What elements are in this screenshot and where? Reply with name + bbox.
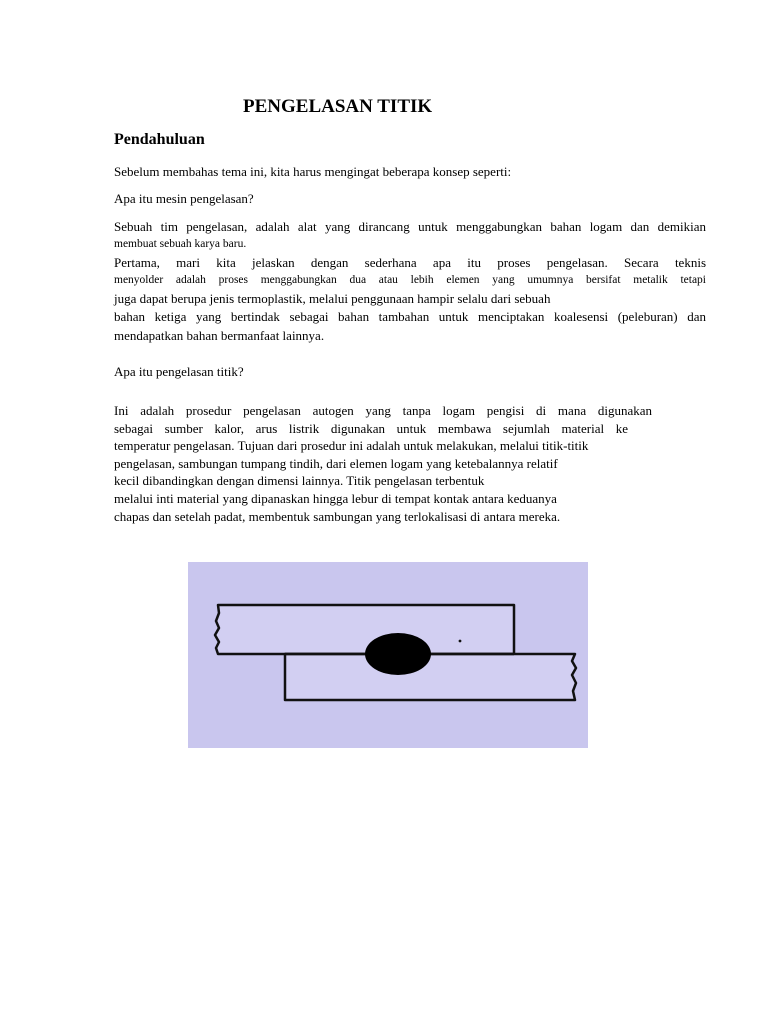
weld-nugget bbox=[365, 633, 431, 675]
top-sheet bbox=[215, 605, 514, 654]
page-title: PENGELASAN TITIK bbox=[243, 96, 433, 117]
bottom-sheet bbox=[285, 654, 576, 700]
surface-mark bbox=[459, 640, 462, 643]
paragraph-line: menyolder adalah proses menggabungkan dua atau lebih elemen yang umumnya bersifat metalik tetapi bbox=[114, 274, 706, 286]
paragraph-line: chapas dan setelah padat, membentuk sambungan yang terlokalisasi di antara mereka. bbox=[114, 509, 561, 524]
paragraph-line: temperatur pengelasan. Tujuan dari prosedur ini adalah untuk melakukan, melalui titik-titik bbox=[114, 438, 589, 453]
paragraph-line: bahan ketiga yang bertindak sebagai bahan tambahan untuk menciptakan koalesensi (peleburan) dan bbox=[114, 309, 706, 324]
spot-weld-diagram bbox=[188, 562, 588, 748]
paragraph-line: juga dapat berupa jenis termoplastik, melalui penggunaan hampir selalu dari sebuah bbox=[114, 291, 551, 306]
paragraph-line: Pertama, mari kita jelaskan dengan sederhana apa itu proses pengelasan. Secara teknis bbox=[114, 255, 706, 270]
question-spot-welding: Apa itu pengelasan titik? bbox=[114, 364, 244, 379]
spot-weld-figure bbox=[188, 562, 588, 748]
paragraph-line: mendapatkan bahan bermanfaat lainnya. bbox=[114, 328, 325, 343]
paragraph-line: Ini adalah prosedur pengelasan autogen yang tanpa logam pengisi di mana digunakan bbox=[114, 403, 652, 418]
intro-line: Sebelum membahas tema ini, kita harus mengingat beberapa konsep seperti: bbox=[114, 164, 512, 179]
paragraph-line: sebagai sumber kalor, arus listrik digunakan untuk membawa sejumlah material ke bbox=[114, 421, 628, 436]
section-heading: Pendahuluan bbox=[114, 131, 205, 148]
paragraph-line: melalui inti material yang dipanaskan hingga lebur di tempat kontak antara keduanya bbox=[114, 491, 557, 506]
paragraph-line: pengelasan, sambungan tumpang tindih, dari elemen logam yang ketebalannya relatif bbox=[114, 456, 558, 471]
paragraph-line: Sebuah tim pengelasan, adalah alat yang dirancang untuk menggabungkan bahan logam dan demikian bbox=[114, 219, 706, 234]
paragraph-line: membuat sebuah karya baru. bbox=[114, 238, 247, 250]
paragraph-line: kecil dibandingkan dengan dimensi lainnya. Titik pengelasan terbentuk bbox=[114, 473, 485, 488]
question-welding-machine: Apa itu mesin pengelasan? bbox=[114, 191, 254, 206]
